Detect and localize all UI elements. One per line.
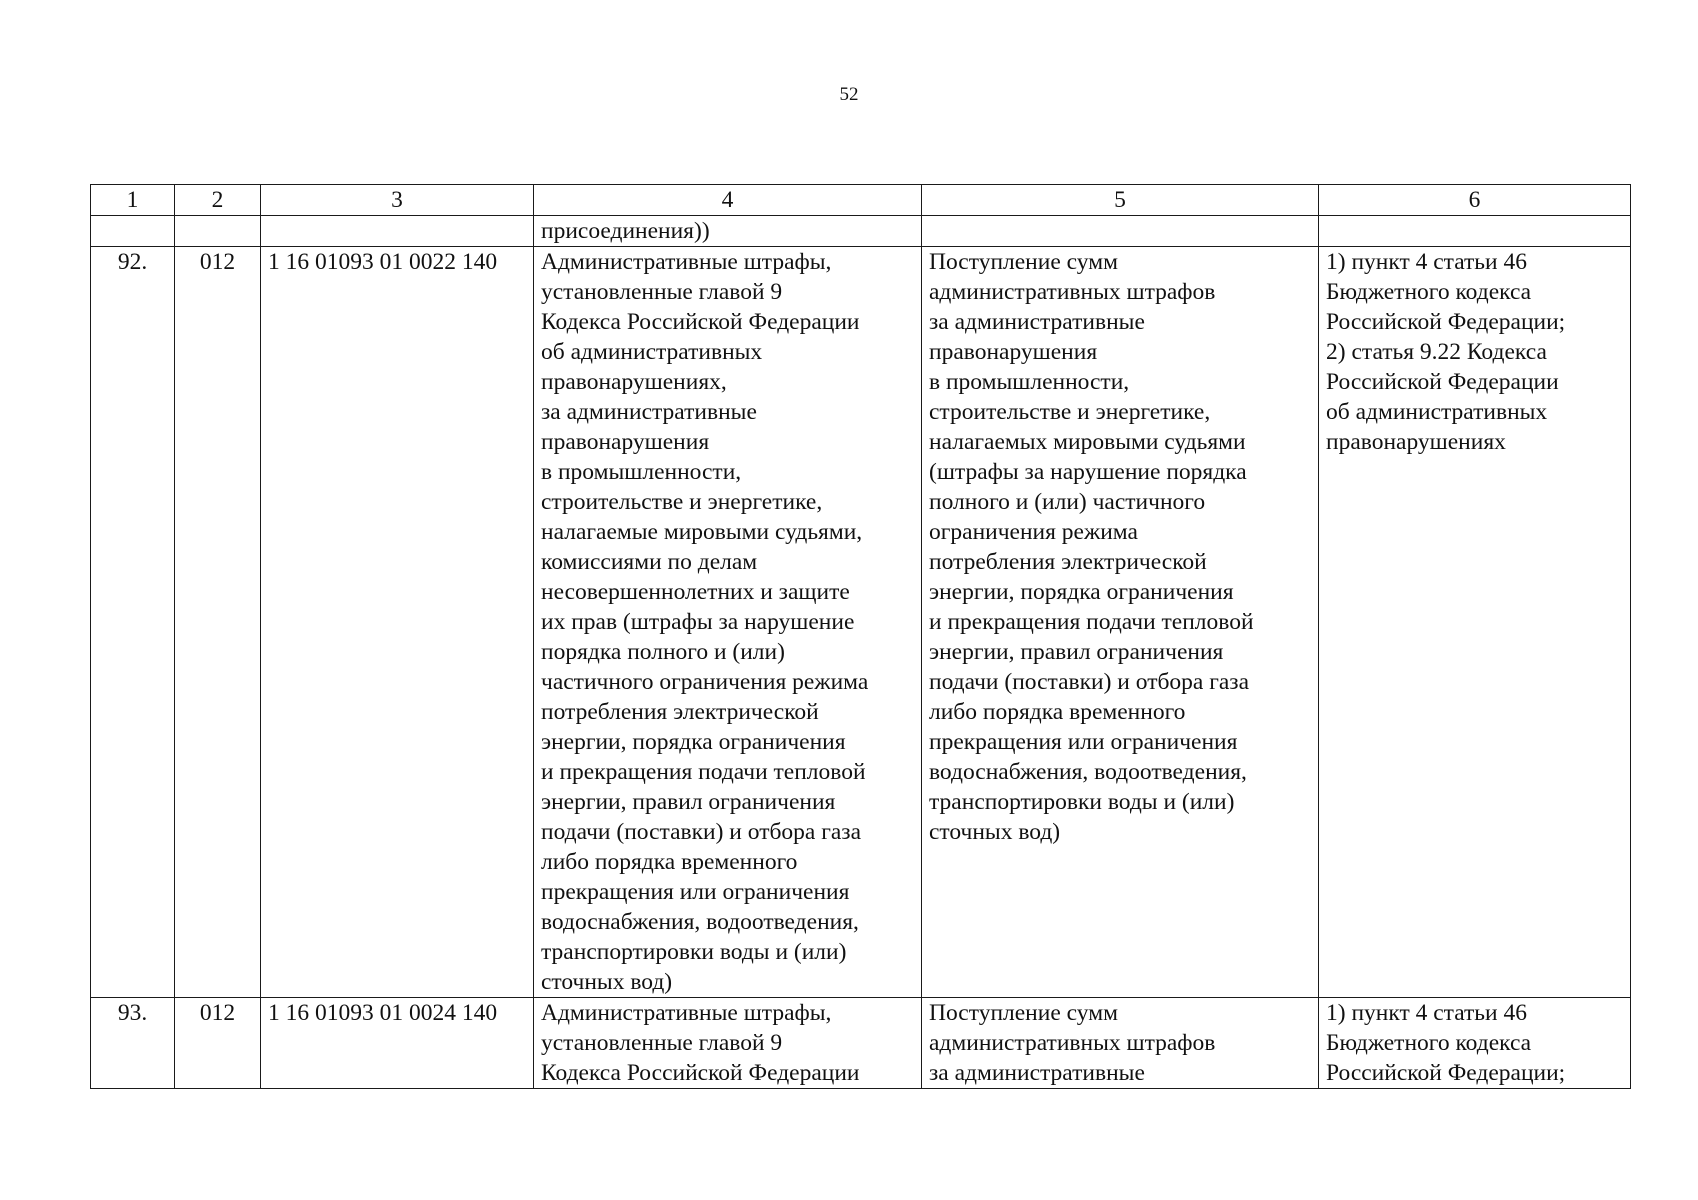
cell-line: правонарушения [929, 339, 1098, 365]
cell-line: правонарушениях [1326, 429, 1506, 455]
cell-line: налагаемых мировыми судьями [929, 429, 1246, 455]
cell-line: либо порядка временного [929, 699, 1186, 725]
cell-line: несовершеннолетних и защите [541, 579, 850, 605]
cell-line: их прав (штрафы за нарушение [541, 609, 855, 635]
budget-classification-code: 1 16 01093 01 0024 140 [261, 998, 534, 1089]
cell-line: Российской Федерации; [1326, 1060, 1566, 1086]
header-col-5: 5 [922, 185, 1319, 216]
cell-line: строительстве и энергетике, [541, 489, 823, 515]
cell-line: прекращения или ограничения [541, 879, 850, 905]
cell-line: об административных [541, 339, 763, 365]
cont-col-4 [534, 216, 922, 247]
cell-line: частичного ограничения режима [541, 669, 869, 695]
cell-line: строительстве и энергетике, [929, 399, 1211, 425]
cont-col-6 [1319, 216, 1631, 247]
cell-line: за административные [929, 309, 1145, 335]
legal-basis [1319, 998, 1631, 1089]
cell-line: и прекращения подачи тепловой [541, 759, 866, 785]
cell-line: Административные штрафы, [541, 1000, 832, 1026]
cell-line: Российской Федерации; [1326, 309, 1566, 335]
cell-line: установленные главой 9 [541, 1030, 783, 1056]
cell-line: Бюджетного кодекса [1326, 279, 1532, 305]
cell-line: водоснабжения, водоотведения, [541, 909, 859, 935]
cell-line: за административные [929, 1060, 1145, 1086]
cont-col-1 [91, 216, 175, 247]
cell-line: комиссиями по делам [541, 549, 758, 575]
legal-basis [1319, 247, 1631, 998]
header-col-3: 3 [261, 185, 534, 216]
income-description [922, 998, 1319, 1089]
cell-line: налагаемые мировыми судьями, [541, 519, 863, 545]
cell-line: энергии, порядка ограничения [541, 729, 846, 755]
table-header-row [91, 185, 1631, 216]
cell-line: Кодекса Российской Федерации [541, 1060, 860, 1086]
admin-code: 012 [175, 247, 261, 998]
cell-line: подачи (поставки) и отбора газа [929, 669, 1250, 695]
cell-line: административных штрафов [929, 279, 1216, 305]
cell-line: за административные [541, 399, 757, 425]
header-col-1: 1 [91, 185, 175, 216]
cell-line: Кодекса Российской Федерации [541, 309, 860, 335]
income-description [922, 247, 1319, 998]
cell-line: транспортировки воды и (или) [541, 939, 847, 965]
cell-line: энергии, правил ограничения [541, 789, 836, 815]
cont-col-5 [922, 216, 1319, 247]
cell-line: порядка полного и (или) [541, 639, 785, 665]
cell-line: об административных [1326, 399, 1548, 425]
continuation-row [91, 216, 1631, 247]
cell-line: присоединения)) [541, 218, 710, 244]
cell-line: транспортировки воды и (или) [929, 789, 1235, 815]
cont-col-2 [175, 216, 261, 247]
cell-line: 1) пункт 4 статьи 46 [1326, 1000, 1527, 1026]
cell-line: 2) статья 9.22 Кодекса [1326, 339, 1547, 365]
cell-line: ограничения режима [929, 519, 1138, 545]
cell-line: Административные штрафы, [541, 249, 832, 275]
cell-line: энергии, порядка ограничения [929, 579, 1234, 605]
cell-line: Поступление сумм [929, 1000, 1118, 1026]
cell-line: сточных вод) [541, 969, 673, 995]
cell-line: потребления электрической [929, 549, 1207, 575]
cont-col-3 [261, 216, 534, 247]
row-number: 92. [91, 247, 175, 998]
cell-line: подачи (поставки) и отбора газа [541, 819, 862, 845]
cell-line: 1) пункт 4 статьи 46 [1326, 249, 1527, 275]
cell-line: административных штрафов [929, 1030, 1216, 1056]
cell-line: полного и (или) частичного [929, 489, 1206, 515]
row-number: 93. [91, 998, 175, 1089]
admin-code: 012 [175, 998, 261, 1089]
cell-line: установленные главой 9 [541, 279, 783, 305]
page-number: 52 [839, 84, 859, 105]
cell-line: прекращения или ограничения [929, 729, 1238, 755]
budget-codes-table [90, 184, 1631, 1089]
cell-line: потребления электрической [541, 699, 819, 725]
table-row [91, 247, 1631, 998]
cell-line: Поступление сумм [929, 249, 1118, 275]
cell-line: в промышленности, [929, 369, 1130, 395]
cell-line: энергии, правил ограничения [929, 639, 1224, 665]
header-col-6: 6 [1319, 185, 1631, 216]
cell-line: правонарушениях, [541, 369, 727, 395]
cell-line: водоснабжения, водоотведения, [929, 759, 1247, 785]
header-col-4: 4 [534, 185, 922, 216]
header-col-2: 2 [175, 185, 261, 216]
cell-line: (штрафы за нарушение порядка [929, 459, 1247, 485]
table-row [91, 998, 1631, 1089]
cell-line: либо порядка временного [541, 849, 798, 875]
cell-line: правонарушения [541, 429, 710, 455]
income-type-name [534, 247, 922, 998]
cell-line: в промышленности, [541, 459, 742, 485]
income-type-name [534, 998, 922, 1089]
cell-line: Российской Федерации [1326, 369, 1559, 395]
budget-classification-code: 1 16 01093 01 0022 140 [261, 247, 534, 998]
cell-line: и прекращения подачи тепловой [929, 609, 1254, 635]
cell-line: сточных вод) [929, 819, 1061, 845]
cell-line: Бюджетного кодекса [1326, 1030, 1532, 1056]
